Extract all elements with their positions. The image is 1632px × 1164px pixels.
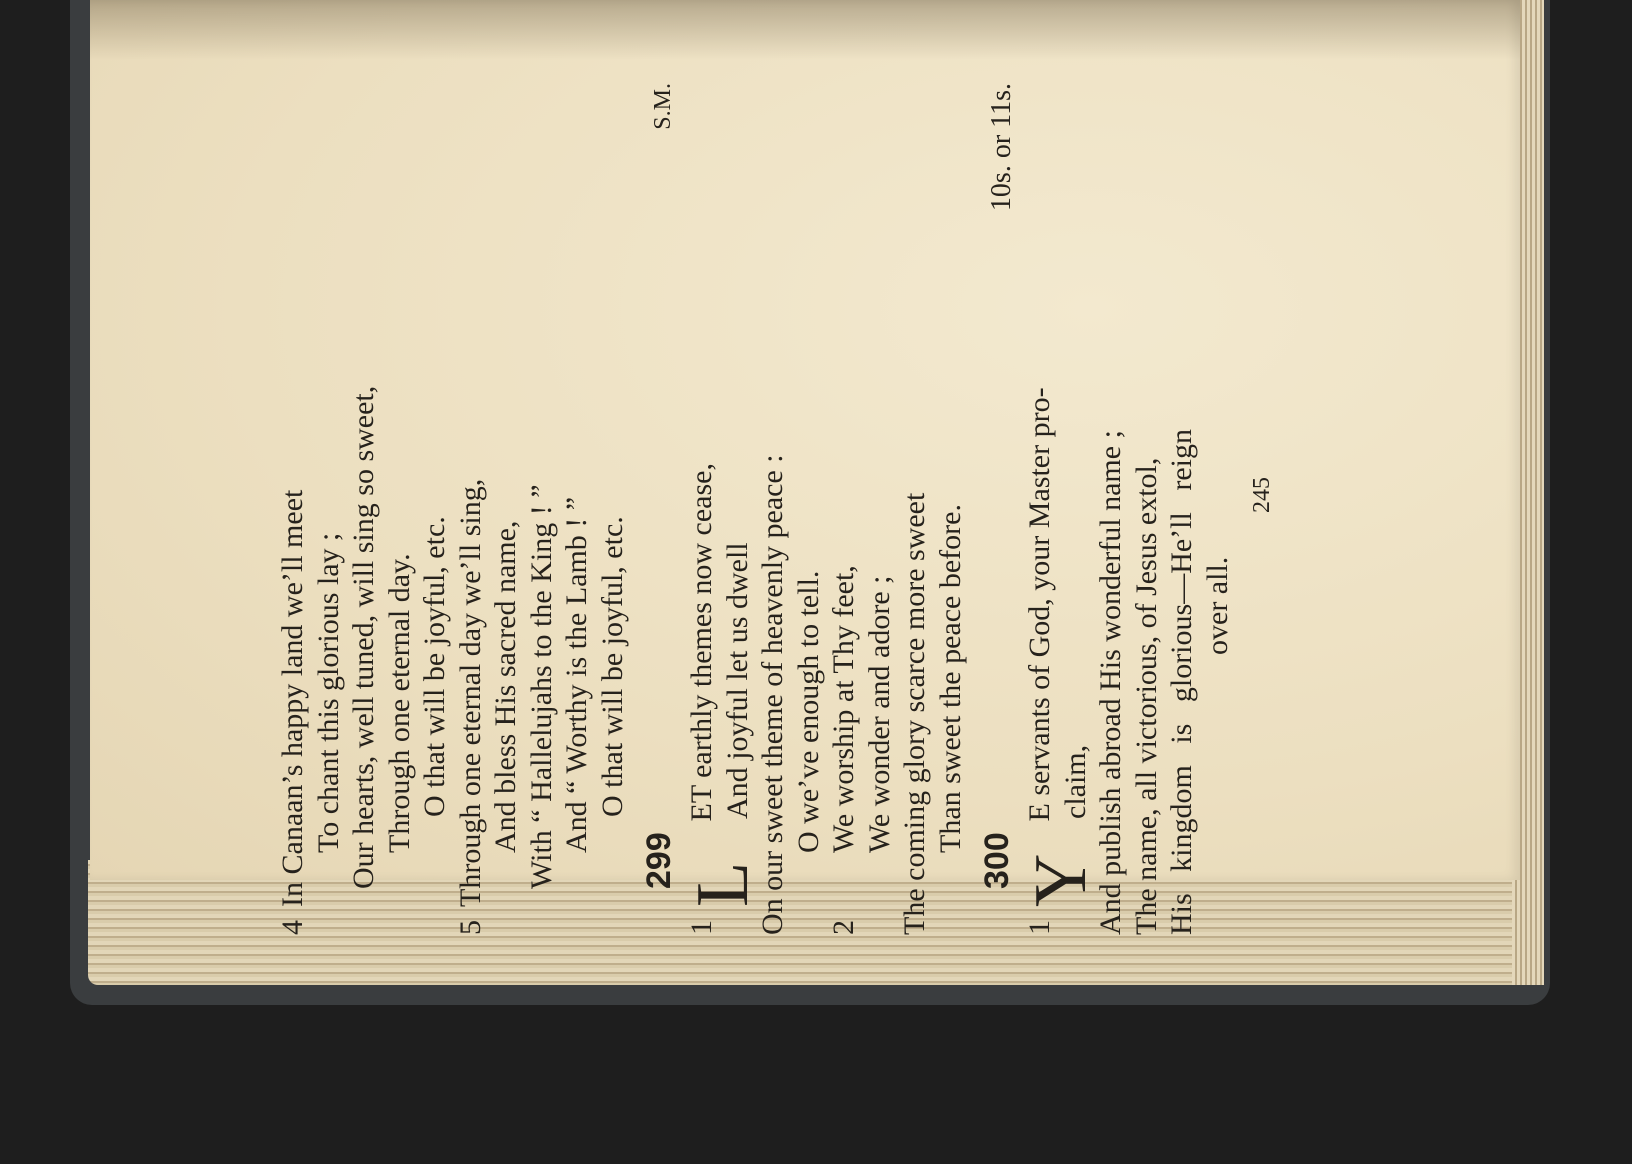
hymn-number: 299 xyxy=(640,832,678,889)
drop-cap: L xyxy=(682,861,764,907)
stanza-line xyxy=(488,55,524,935)
verse-text: E servants of God, your Master pro- xyxy=(1023,387,1056,822)
stanza-line xyxy=(559,55,595,935)
stanza-number: 2 xyxy=(827,920,860,935)
stanza-line xyxy=(453,55,489,935)
verse-text: Than sweet the peace before. xyxy=(933,504,967,853)
stanza-line xyxy=(524,55,560,935)
verse-text: We worship at Thy feet, xyxy=(827,565,860,853)
refrain-line xyxy=(595,55,631,935)
verse-text: And bless His sacred name, xyxy=(489,520,522,853)
stanza-line xyxy=(382,55,418,935)
verse-text: claim, xyxy=(1058,744,1092,819)
stanza-number: 1 xyxy=(685,920,718,935)
stanza-line xyxy=(1058,55,1094,935)
verse-text: ET earthly themes now cease, xyxy=(685,463,718,822)
drop-cap: Y xyxy=(1020,853,1102,907)
verse-text: We wonder and adore ; xyxy=(862,575,896,853)
stanza-line xyxy=(862,55,898,935)
stanza-line xyxy=(311,55,347,935)
verse-text: With “ Hallelujahs to the King ! ” xyxy=(524,484,558,889)
page-text-block xyxy=(275,55,1455,935)
stanza-line xyxy=(897,55,933,935)
stanza-line xyxy=(755,55,791,935)
verse-text: In Canaan’s happy land we’ll meet xyxy=(276,489,309,907)
verse-text: On our sweet theme of heavenly peace : xyxy=(756,454,789,935)
hymn-meter: S.M. xyxy=(650,83,676,130)
stanza-number: 5 xyxy=(453,920,487,935)
verse-text: over all. xyxy=(1200,556,1234,655)
verse-text: His kingdom is glorious—He’ll reign xyxy=(1165,429,1198,935)
hymn-number: 300 xyxy=(978,832,1016,889)
verse-text: Our hearts, well tuned, will sing so sweet, xyxy=(347,385,380,889)
stanza-line xyxy=(1093,55,1129,935)
verse-text: And joyful let us dwell xyxy=(720,542,754,819)
stanza-line xyxy=(933,55,969,935)
stanza-number: 4 xyxy=(276,920,309,935)
page-gutter-shadow xyxy=(90,0,1520,60)
hymn-heading-300 xyxy=(980,55,1022,935)
stanza-line xyxy=(1129,55,1165,935)
verse-text: Through one eternal day we’ll sing, xyxy=(453,478,487,907)
stanza-line xyxy=(275,55,311,935)
verse-text: To chant this glorious lay ; xyxy=(311,532,345,853)
verse-text: O that will be joyful, etc. xyxy=(595,516,629,817)
stanza-line xyxy=(720,55,756,935)
page-number: 245 xyxy=(1249,477,1275,513)
stanza-line xyxy=(1164,55,1200,935)
verse-text: Through one eternal day. xyxy=(382,553,416,853)
verse-text: The coming glory scarce more sweet xyxy=(898,492,931,935)
stanza-line xyxy=(346,55,382,935)
refrain-line xyxy=(417,55,453,935)
stanza-number: 1 xyxy=(1023,920,1056,935)
hymn-meter: 10s. or 11s. xyxy=(986,83,1017,212)
verse-text: And “ Worthy is the Lamb ! ” xyxy=(560,496,593,853)
stanza-line xyxy=(791,55,827,935)
stanza-line xyxy=(826,55,862,935)
verse-text: And publish abroad His wonderful name ; xyxy=(1094,430,1127,935)
stanza-line xyxy=(1200,55,1236,935)
verse-text: The name, all victorious, of Jesus extol, xyxy=(1129,457,1163,935)
verse-text: O we’ve enough to tell. xyxy=(791,570,825,853)
verse-text: O that will be joyful, etc. xyxy=(418,516,451,817)
hymn-heading-299 xyxy=(642,55,684,935)
